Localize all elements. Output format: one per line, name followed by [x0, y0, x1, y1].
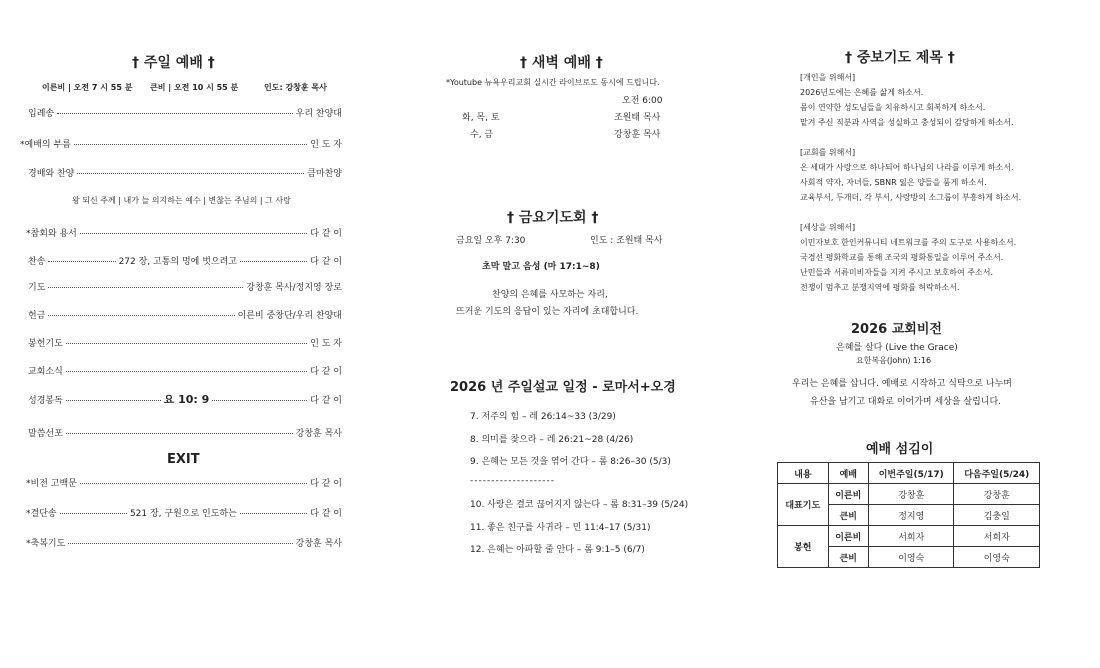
friday-desc-1: 찬양의 은혜를 사모하는 자리,: [492, 290, 608, 300]
prayer-line: 맡겨 주신 직분과 사역을 성실하고 충성되이 감당하게 하소서.: [800, 118, 1014, 127]
prayer-line: 2026년도에는 은혜를 삶게 하소서.: [800, 88, 924, 97]
order-item-decision-song: *결단송 521 장, 구원으로 인도하는 다 같 이: [26, 509, 342, 519]
praise-songs-line: 왕 되신 주께 | 내가 늘 의지하는 예수 | 변찮는 주님의 | 그 사랑: [72, 196, 291, 205]
this-week-cell: 정지영: [869, 505, 954, 526]
sermon-item: 9. 은혜는 모든 것을 엮어 간다 – 롬 8:26–30 (5/3): [470, 457, 671, 467]
dawn-live-note: *Youtube 뉴욕우리교회 실시간 라이브로도 동시에 드립니다.: [446, 78, 660, 87]
prayer-line: 국경선 평화학교를 통해 조국의 평화통일을 이루어 주소서.: [800, 253, 1004, 262]
service-cell: 큰비: [828, 505, 868, 526]
prayer-line: [개인을 위해서]: [800, 73, 856, 82]
first-service-time: 이른비 | 오전 7 시 55 분: [42, 83, 133, 92]
service-leader: 인도: 강창훈 목사: [264, 83, 327, 92]
sermon-schedule-title: 2026 년 주일설교 일정 - 로마서+오경: [450, 380, 676, 395]
order-item-hymn: 찬송 272 장, 고통의 멍에 벗으려고 다 같 이: [28, 257, 343, 267]
service-cell: 큰비: [828, 547, 868, 568]
order-item-sermon: 말씀선포 강창훈 목사: [28, 429, 342, 439]
servers-table: [777, 462, 1040, 568]
order-item-news: 교회소식 다 같 이: [28, 367, 342, 377]
prayer-line: [교회를 위해서]: [800, 148, 856, 157]
group-cell: 대표기도: [778, 484, 829, 526]
dawn-days-1: 화, 목, 토: [462, 113, 500, 123]
sermon-item: 12. 은혜는 아파할 줄 안다 – 롬 9:1–5 (6/7): [470, 545, 645, 555]
prayer-line: [800, 205, 1021, 220]
order-item-prayer: 기도 강창훈 목사/정지영 장로: [28, 283, 342, 293]
dawn-time: 오전 6:00: [622, 96, 663, 106]
order-item-vision: *비전 고백문 다 같 이: [26, 479, 342, 489]
intercession-list: [800, 70, 1021, 295]
sermon-item: 8. 의미를 찾으라 – 레 26:21~28 (4/26): [470, 435, 634, 445]
prayer-line: 사회적 약자, 자녀들, SBNR 잃은 양들을 품게 하소서.: [800, 178, 987, 187]
servers-title: 예배 섬김이: [866, 442, 934, 457]
this-week-cell: 이영숙: [869, 547, 954, 568]
sermon-item: 11. 좋은 친구를 사귀라 – 민 11:4–17 (5/31): [470, 523, 651, 533]
col-header-next-week: 다음주일(5/24): [954, 463, 1040, 484]
order-item-offering: 헌금 이른비 중창단/우리 찬양대: [28, 311, 342, 321]
next-week-cell: 서희자: [954, 526, 1040, 547]
friday-desc-2: 뜨거운 기도의 응답이 있는 자리에 초대합니다.: [456, 307, 639, 317]
prayer-line: 전쟁이 멈추고 분쟁지역에 평화를 허락하소서.: [800, 283, 960, 292]
prayer-line: [800, 130, 1021, 145]
prayer-line: 이민자보호 한인커뮤니티 네트워크를 주의 도구로 사용하소서.: [800, 238, 1017, 247]
table-header-row: [778, 463, 1040, 484]
this-week-cell: 강창훈: [869, 484, 954, 505]
table-row: [778, 526, 1040, 547]
next-week-cell: 김충일: [954, 505, 1040, 526]
order-item-offering-prayer: 봉헌기도 인 도 자: [28, 339, 342, 349]
service-cell: 이른비: [828, 484, 868, 505]
col-header-service: 예배: [828, 463, 868, 484]
church-vision-line-2: 유산을 남기고 대화로 이어가며 세상을 살립니다.: [810, 397, 1002, 407]
dawn-days-2: 수, 금: [470, 130, 494, 140]
order-item-repentance: *참회와 용서 다 같 이: [26, 229, 342, 239]
service-cell: 이른비: [828, 526, 868, 547]
friday-theme: 초막 말고 음성 (마 17:1~8): [482, 262, 600, 272]
col-header-content: 내용: [778, 463, 829, 484]
intercession-title: † 중보기도 제목 †: [845, 50, 955, 66]
next-week-cell: 강창훈: [954, 484, 1040, 505]
order-item-scripture: 성경봉독 요 10: 9 다 같 이: [28, 393, 342, 406]
prayer-line: 몸이 연약한 성도님들을 치유하시고 회복하게 하소서.: [800, 103, 986, 112]
church-vision-reference: 요한복음(John) 1:16: [856, 356, 932, 365]
dawn-leader-1: 조원태 목사: [614, 113, 661, 123]
table-row: [778, 484, 1040, 505]
friday-prayer-title: † 금요기도회 †: [507, 210, 599, 226]
church-vision-subtitle: 은혜를 살다 (Live the Grace): [836, 343, 958, 353]
order-item-call: *예배의 부름 인 도 자: [20, 140, 342, 150]
col-header-this-week: 이번주일(5/17): [869, 463, 954, 484]
second-service-time: 큰비 | 오전 10 시 55 분: [150, 83, 239, 92]
sermon-divider: --------------------: [470, 476, 555, 486]
sermon-item: 10. 사랑은 결코 끊어지지 않는다 – 롬 8:31–39 (5/24): [470, 500, 689, 510]
sunday-service-title: † 주일 예배 †: [132, 55, 215, 71]
church-vision-line-1: 우리는 은혜를 삽니다. 예배로 시작하고 식탁으로 나누며: [792, 379, 1012, 389]
prayer-line: 난민들과 서류미비자들을 지켜 주시고 보호하여 주소서.: [800, 268, 993, 277]
next-week-cell: 이영숙: [954, 547, 1040, 568]
order-item-benediction: *축복기도 강창훈 목사: [26, 539, 342, 549]
prayer-line: 교육부서, 두개더, 각 부서, 사랑방의 소그룹이 부흥하게 하소서.: [800, 193, 1022, 202]
exit-title: EXIT: [167, 452, 200, 467]
prayer-line: 온 세대가 사랑으로 하나되어 하나님의 나라를 이루게 하소서.: [800, 163, 1014, 172]
order-item-entrance: 입례송 우리 찬양대: [28, 109, 342, 119]
this-week-cell: 서희자: [869, 526, 954, 547]
dawn-service-title: † 새벽 예배 †: [520, 55, 603, 71]
prayer-line: [세상을 위해서]: [800, 223, 856, 232]
order-item-praise: 경배와 찬양 큼마찬양: [28, 169, 342, 179]
friday-time: 금요일 오후 7:30: [456, 236, 526, 246]
sermon-item: 7. 저주의 힘 – 레 26:14~33 (3/29): [470, 412, 616, 422]
group-cell: 봉헌: [778, 526, 829, 568]
dawn-leader-2: 강창훈 목사: [614, 130, 661, 140]
friday-leader: 인도 : 조원태 목사: [590, 236, 663, 246]
church-vision-title: 2026 교회비전: [851, 322, 942, 337]
